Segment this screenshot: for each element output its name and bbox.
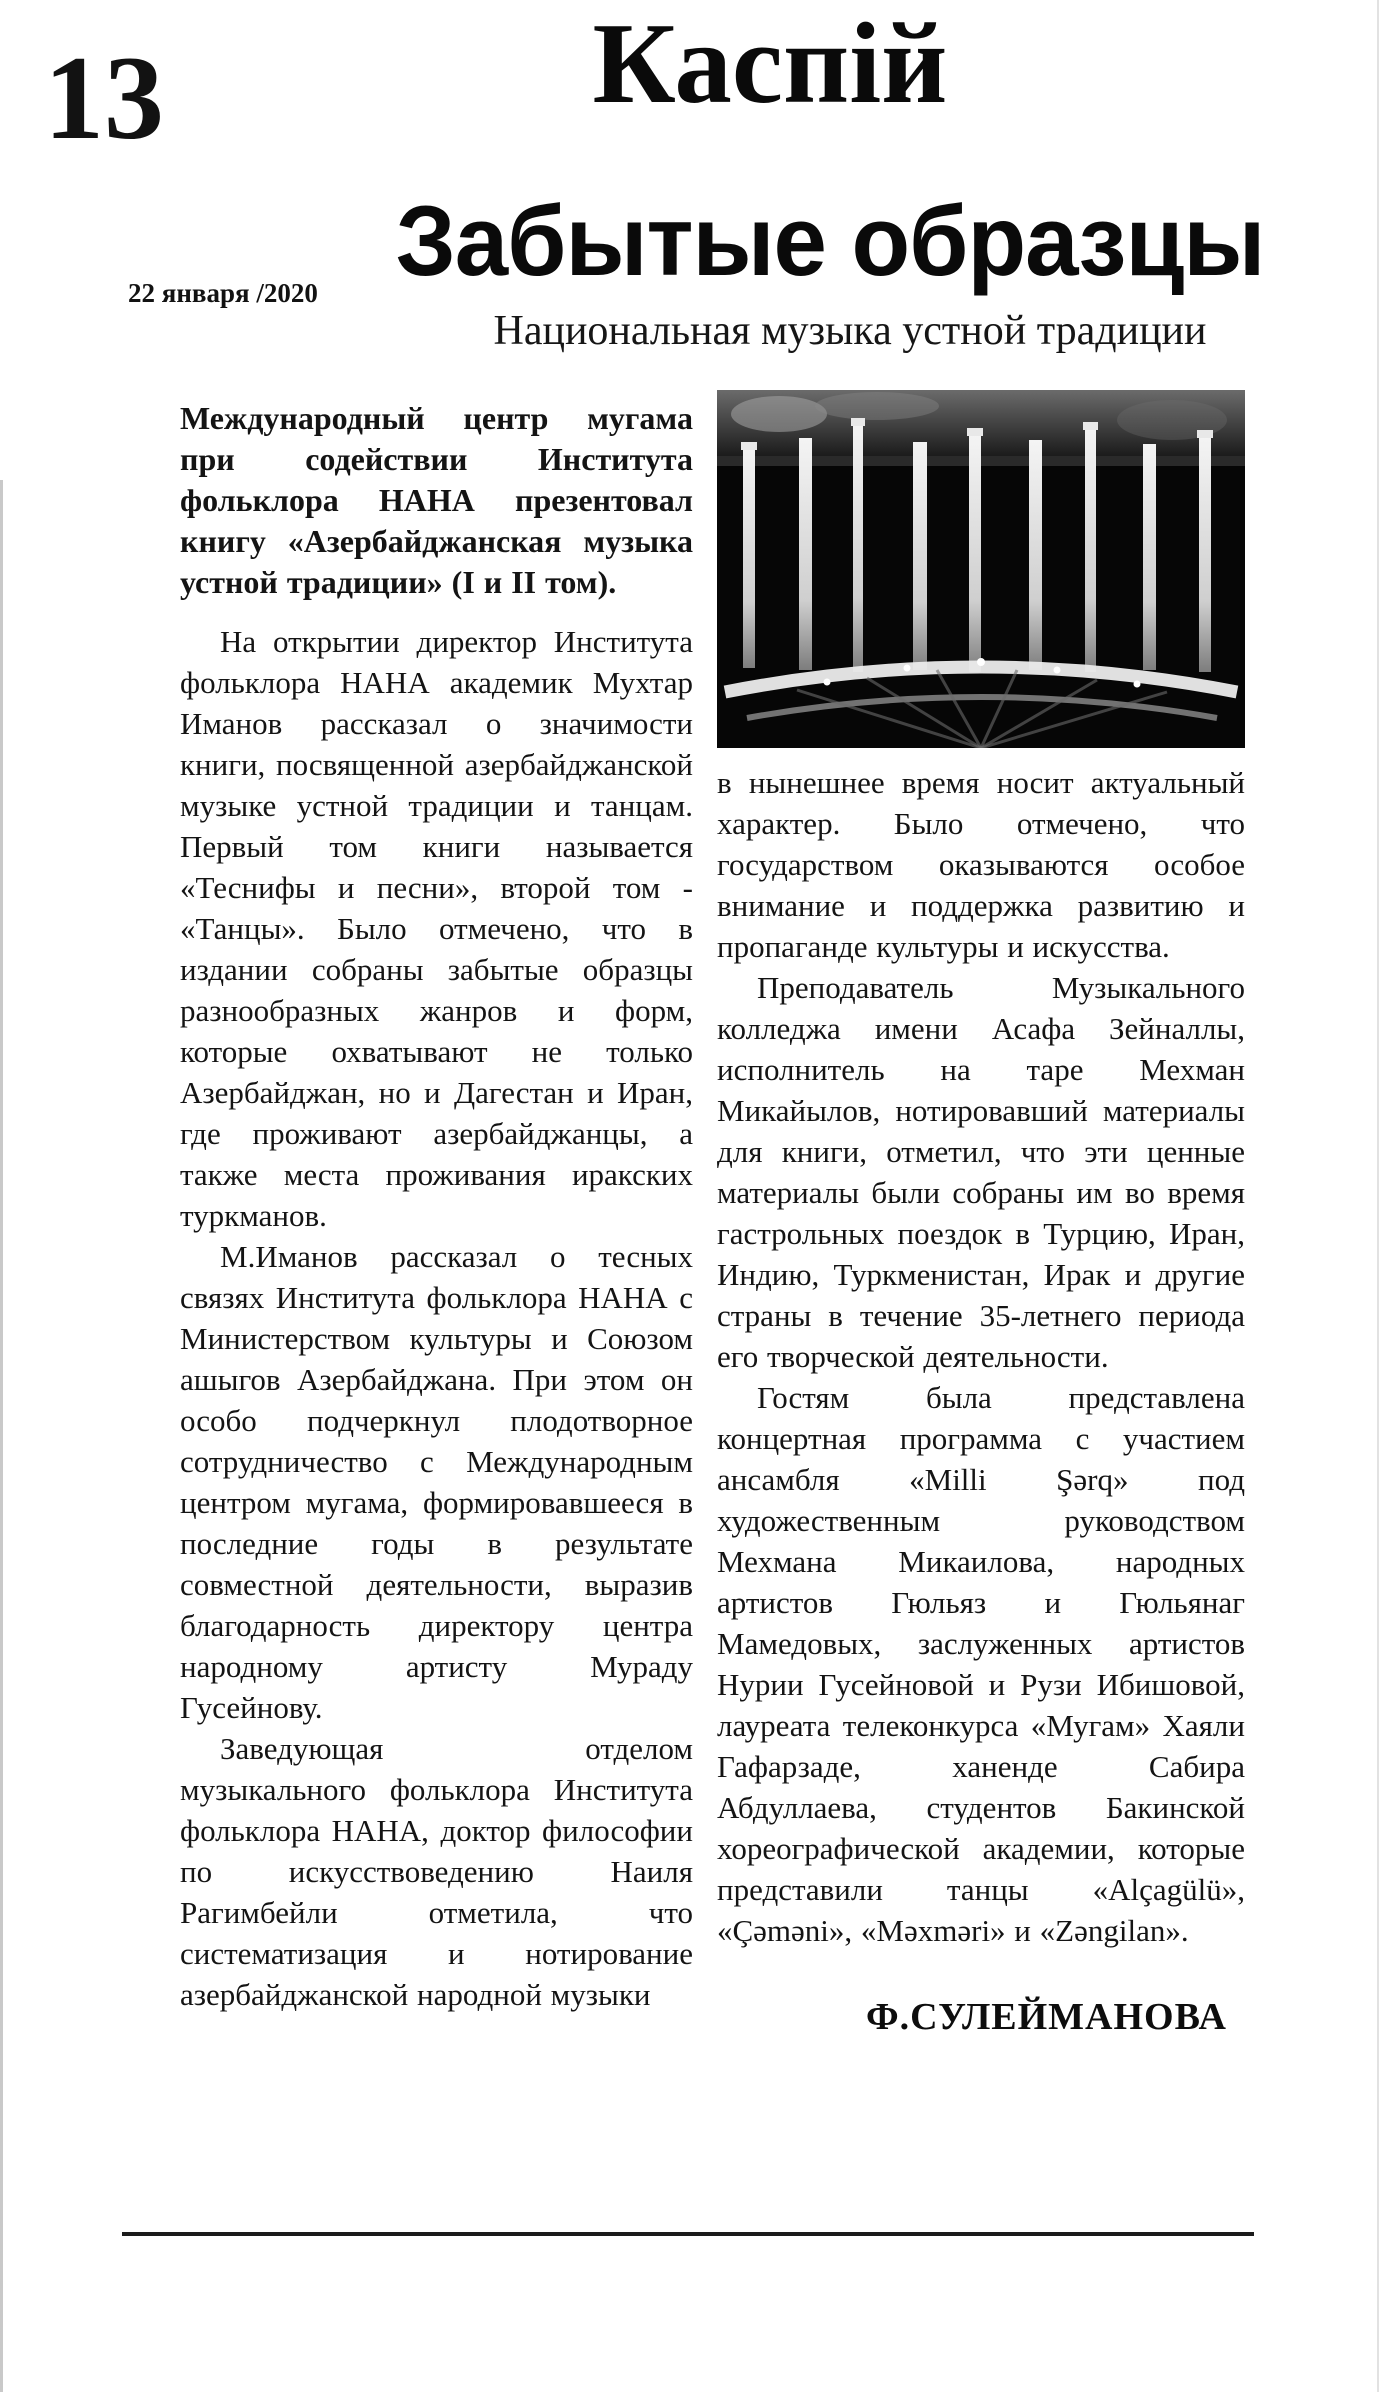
page-number: 13: [44, 31, 164, 164]
paragraph: М.Иманов рассказал о тесных связях Института фольклора НАНА с Министерством культуры и Союзом ашыгов Азербайджана. При этом он особо подчеркнул плодотворное сотрудничество с Международным центром мугама, формировавшееся в последние годы в результате совместной деятельности, выразив благодарность директору центра народному артисту Мураду Гусейнову.: [180, 1239, 693, 1725]
article-photo: [717, 390, 1245, 748]
issue-date: 22 января /2020: [128, 278, 318, 308]
bottom-rule: [122, 2232, 1254, 2236]
paragraph: Заведующая отделом музыкального фольклора Института фольклора НАНА, доктор философии по искусствоведению Наиля Рагимбейли отметила, что систематизация и нотирование азербайджанской народной музыки: [180, 1731, 693, 2012]
article-subtitle: Национальная музыка устной традиции: [493, 308, 1207, 354]
column-right: [717, 762, 1245, 2038]
paragraph: Гостям была представлена концертная программа с участием ансамбля «Milli Şərq» под художественным руководством Мехмана Микаилова, народных артистов Гюльяз и Гюльянаг Мамедовых, заслуженных артистов Нурии Гусейновой и Рузи Ибишовой, лауреата телеконкурса «Мугам» Хаяли Гафарзаде, ханенде Сабира Абдуллаева, студентов Бакинской хореографической академии, которые представили танцы «Alçagülü», «Çəməni», «Məxməri» и «Zəngilan».: [717, 1380, 1245, 1948]
byline: Ф.СУЛЕЙМАНОВА: [866, 1996, 1227, 2038]
masthead-title: Каспій: [592, 0, 948, 127]
scan-edge-left: [0, 480, 3, 2392]
paragraph: На открытии директор Института фольклора НАНА академик Мухтар Иманов рассказал о значимости книги, посвященной азербайджанской музыке устной традиции и танцам. Первый том книги называется «Теснифы и песни», второй том - «Танцы». Было отмечено, что в издании собраны забытые образцы разнообразных жанров и форм, которые охватывают не только Азербайджан, но и Дагестан и Иран, где проживают азербайджанцы, а также места проживания иракских туркманов.: [180, 624, 693, 1233]
column-left: [180, 398, 693, 2015]
concert-hall-photo-graphic: [717, 390, 1245, 748]
article-headline: Забытые образцы: [395, 186, 1265, 297]
paragraph: в нынешнее время носит актуальный характер. Было отмечено, что государством оказываются особое внимание и поддержка развитию и пропаганде культуры и искусства.: [717, 765, 1245, 964]
lead-paragraph: Международный центр мугама при содействии Института фольклора НАНА презентовал книгу «Азербайджанская музыка устной традиции» (I и II том).: [180, 400, 693, 600]
paragraph: Преподаватель Музыкального колледжа имени Асафа Зейналлы, исполнитель на таре Мехман Микайылов, нотировавший материалы для книги, отметил, что эти ценные материалы были собраны им во время гастрольных поездок в Турцию, Иран, Индию, Туркменистан, Ирак и другие страны в течение 35-летнего периода его творческой деятельности.: [717, 970, 1245, 1374]
